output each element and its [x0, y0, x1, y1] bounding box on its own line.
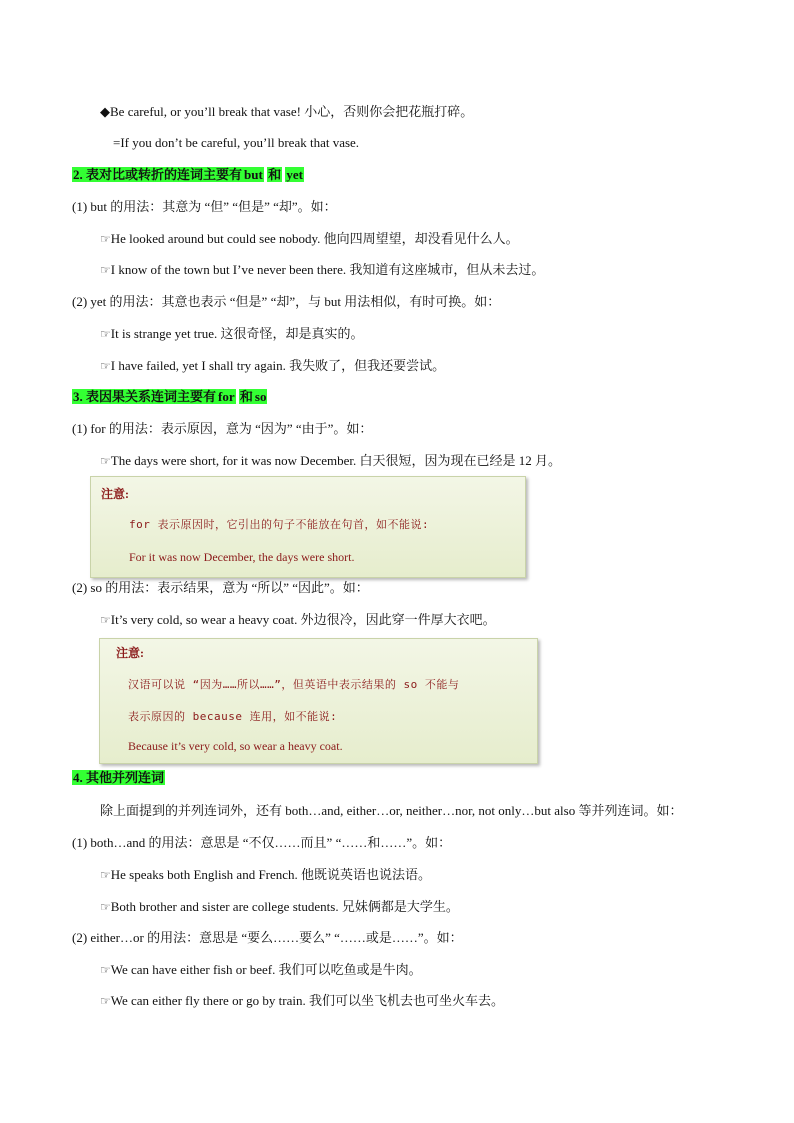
note-box [99, 638, 538, 764]
pointing-hand-icon: ☞ [100, 963, 111, 977]
pointing-hand-icon: ☞ [100, 613, 111, 627]
note-text: for 表示原因时，它引出的句子不能放在句首，如不能说: [129, 518, 430, 531]
example-line: ☞I have failed, yet I shall try again. 我失败了，但我还要尝试。 [100, 358, 446, 373]
pointing-hand-icon: ☞ [100, 359, 111, 373]
example-line: ◆Be careful, or you’ll break that vase! 小心，否则你会把花瓶打碎。 [100, 104, 474, 119]
pointing-hand-icon: ☞ [100, 454, 111, 468]
diamond-bullet-icon: ◆ [100, 104, 110, 119]
example-line: ☞The days were short, for it was now December. 白天很短，因为现在已经是 12 月。 [100, 453, 561, 468]
example-line: ☞We can either fly there or go by train. 我们可以坐飞机去也可坐火车去。 [100, 993, 504, 1008]
pointing-hand-icon: ☞ [100, 232, 111, 246]
pointing-hand-icon: ☞ [100, 868, 111, 882]
pointing-hand-icon: ☞ [100, 994, 111, 1008]
example-line: ☞We can have either fish or beef. 我们可以吃鱼或是牛肉。 [100, 962, 422, 977]
note-title: 注意: [116, 646, 144, 660]
note-text: 表示原因的 because 连用，如不能说: [128, 710, 338, 723]
note-example: For it was now December, the days were short. [129, 550, 355, 564]
example-line: ☞He looked around but could see nobody. 他向四周望望，却没看见什么人。 [100, 231, 519, 246]
pointing-hand-icon: ☞ [100, 327, 111, 341]
usage-line: (1) both…and 的用法：意思是 “不仅……而且” “……和……”。如： [72, 835, 452, 850]
note-text: 汉语可以说 “因为……所以……”，但英语中表示结果的 so 不能与 [128, 678, 460, 691]
usage-line: (2) either…or 的用法：意思是 “要么……要么” “……或是……”。如： [72, 930, 463, 945]
usage-line: (1) but 的用法：其意为 “但” “但是” “却”。如： [72, 199, 337, 214]
section-heading-4: 4. 其他并列连词 [73, 770, 165, 785]
section-heading-2: 2. 表对比或转折的连词主要有 but 和 yet [73, 167, 303, 182]
note-example: Because it’s very cold, so wear a heavy coat. [128, 739, 343, 753]
example-line: =If you don’t be careful, you’ll break that vase. [113, 135, 360, 150]
pointing-hand-icon: ☞ [100, 900, 111, 914]
example-line: ☞He speaks both English and French. 他既说英语也说法语。 [100, 867, 432, 882]
usage-line: (2) yet 的用法：其意也表示 “但是” “却”，与 but 用法相似，有时可换。如： [72, 294, 501, 309]
note-box [90, 476, 526, 578]
example-line: ☞It’s very cold, so wear a heavy coat. 外边很冷，因此穿一件厚大衣吧。 [100, 612, 496, 627]
example-line: ☞It is strange yet true. 这很奇怪，却是真实的。 [100, 326, 364, 341]
paragraph-line: 除上面提到的并列连词外，还有 both…and, either…or, neither…nor, not only…but also 等并列连词。如： [100, 803, 683, 818]
usage-line: (2) so 的用法：表示结果，意为 “所以” “因此”。如： [72, 580, 369, 595]
note-title: 注意: [101, 487, 129, 501]
pointing-hand-icon: ☞ [100, 263, 111, 277]
usage-line: (1) for 的用法：表示原因，意为 “因为” “由于”。如： [72, 421, 373, 436]
example-line: ☞I know of the town but I’ve never been there. 我知道有这座城市，但从未去过。 [100, 262, 545, 277]
example-line: ☞Both brother and sister are college students. 兄妹俩都是大学生。 [100, 899, 459, 914]
section-heading-3: 3. 表因果关系连词主要有 for 和 so [73, 389, 267, 404]
